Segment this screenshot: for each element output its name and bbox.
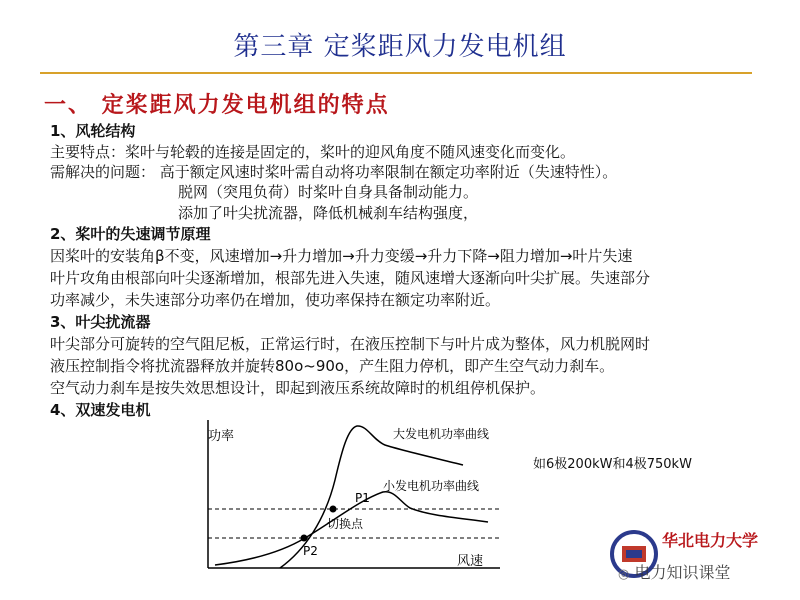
title-divider — [40, 72, 752, 74]
wechat-icon: ◎ — [618, 567, 630, 582]
text-main-features: 主要特点：桨叶与轮毂的连接是固定的，桨叶的迎风角度不随风速变化而变化。 — [50, 143, 576, 161]
text-spoiler-3: 空气动力刹车是按失效思想设计，即起到液压系统故障时的机组停机保护。 — [50, 379, 546, 397]
section-heading: 一、 定桨距风力发电机组的特点 — [44, 92, 390, 118]
text-stall-2: 叶片攻角由根部向叶尖逐渐增加，根部先进入失速，随风速增大逐渐向叶尖扩展。失速部分 — [50, 269, 651, 287]
svg-text:华北电力大学: 华北电力大学 — [662, 531, 759, 550]
p2-label: P2 — [303, 544, 318, 558]
slide-title: 第三章 定桨距风力发电机组 — [233, 32, 567, 62]
x-axis-label: 风速 — [457, 554, 484, 569]
text-problems: 需解决的问题： 高于额定风速时桨叶需自动将功率限制在额定功率附近（失速特性）。 — [50, 163, 618, 181]
text-problem-2: 脱网（突甩负荷）时桨叶自身具备制动能力。 — [178, 183, 479, 201]
heading-stall-principle: 2、桨叶的失速调节原理 — [50, 225, 211, 243]
text-spoiler-1: 叶尖部分可旋转的空气阻尼板，正常运行时，在液压控制下与叶片成为整体，风力机脱网时 — [50, 335, 651, 353]
switch-point-label: 切换点 — [327, 517, 364, 531]
text-stall-3: 功率减少，未失速部分功率仍在增加，使功率保持在额定功率附近。 — [50, 291, 501, 309]
small-curve-label: 小发电机功率曲线 — [383, 479, 480, 493]
heading-rotor-structure: 1、风轮结构 — [50, 122, 136, 140]
p1-label: P1 — [355, 491, 370, 505]
heading-dual-speed-generator: 4、双速发电机 — [50, 401, 151, 419]
heading-tip-spoiler: 3、叶尖扰流器 — [50, 313, 151, 331]
text-spoiler-2: 液压控制指令将扰流器释放并旋转80o~90o，产生阻力停机，即产生空气动力刹车。 — [50, 357, 615, 375]
text-problem-3: 添加了叶尖扰流器，降低机械刹车结构强度， — [178, 204, 479, 222]
p1-point — [330, 506, 337, 513]
university-name-logotype — [660, 528, 770, 552]
generator-example-note: 如6极200kW和4极750kW — [533, 457, 692, 472]
text-stall-1: 因桨叶的安装角β不变，风速增加→升力增加→升力变缓→升力下降→阻力增加→叶片失速 — [50, 247, 633, 265]
p2-point — [301, 535, 308, 542]
power-curve-diagram — [195, 410, 515, 580]
wechat-watermark — [618, 560, 730, 583]
watermark-text: 电力知识课堂 — [634, 563, 731, 582]
y-axis-label: 功率 — [208, 429, 235, 444]
big-curve-label: 大发电机功率曲线 — [393, 427, 490, 441]
